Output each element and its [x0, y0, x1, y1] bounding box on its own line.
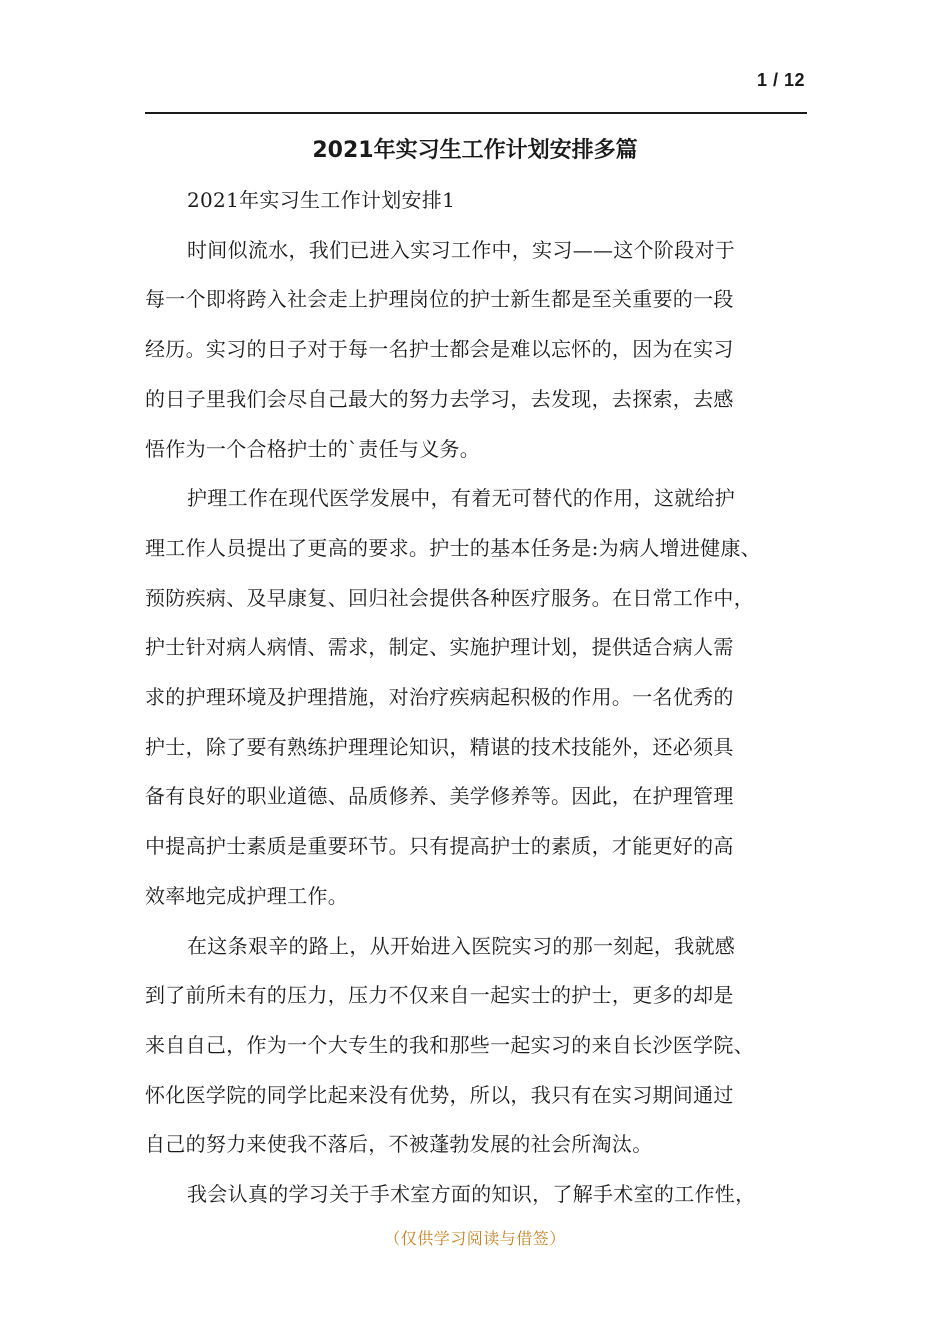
- body-line: 的日子里我们会尽自己最大的努力去学习，去发现，去探索，去感: [145, 386, 734, 411]
- document-body: [145, 176, 825, 1220]
- body-line: 护士，除了要有熟练护理理论知识，精谌的技术技能外，还必须具: [145, 734, 734, 759]
- body-line: 经历。实习的日子对于每一名护士都会是难以忘怀的，因为在实习: [145, 337, 734, 362]
- body-line: 护士针对病人病情、需求，制定、实施护理计划，提供适合病人需: [145, 635, 734, 660]
- body-line: 来自自己，作为一个大专生的我和那些一起实习的来自长沙医学院、: [145, 1032, 754, 1057]
- body-line: 求的护理环境及护理措施，对治疗疾病起积极的作用。一名优秀的: [145, 685, 734, 710]
- body-line: 理工作人员提出了更高的要求。护士的基本任务是:为病人增进健康、: [145, 535, 762, 560]
- body-line: 每一个即将跨入社会走上护理岗位的护士新生都是至关重要的一段: [145, 287, 734, 312]
- header-divider: [145, 112, 807, 114]
- body-line: 预防疾病、及早康复、回归社会提供各种医疗服务。在日常工作中，: [145, 585, 754, 610]
- body-line: 自己的努力来使我不落后，不被蓬勃发展的社会所淘汰。: [145, 1132, 653, 1157]
- body-line: 2021年实习生工作计划安排1: [187, 188, 456, 212]
- body-line: 时间似流水，我们已进入实习工作中，实习——这个阶段对于: [187, 237, 736, 262]
- body-line: 护理工作在现代医学发展中，有着无可替代的作用，这就给护: [187, 486, 736, 511]
- body-line: 备有良好的职业道德、品质修养、美学修养等。因此，在护理管理: [145, 784, 734, 809]
- document-title: 2021年实习生工作计划安排多篇: [312, 138, 638, 163]
- footer-note: （仅供学习阅读与借签）: [384, 1229, 566, 1248]
- body-line: 怀化医学院的同学比起来没有优势，所以，我只有在实习期间通过: [145, 1082, 734, 1107]
- page-number: 1 / 12: [756, 70, 805, 90]
- body-line: 我会认真的学习关于手术室方面的知识，了解手术室的工作性，: [187, 1182, 756, 1207]
- body-line: 在这条艰辛的路上，从开始进入医院实习的那一刻起，我就感: [187, 933, 736, 958]
- body-line: 中提高护士素质是重要环节。只有提高护士的素质，才能更好的高: [145, 834, 734, 859]
- body-line: 到了前所未有的压力，压力不仅来自一起实士的护士，更多的却是: [145, 983, 734, 1008]
- body-line: 悟作为一个合格护士的`责任与义务。: [145, 436, 481, 461]
- body-line: 效率地完成护理工作。: [145, 883, 348, 908]
